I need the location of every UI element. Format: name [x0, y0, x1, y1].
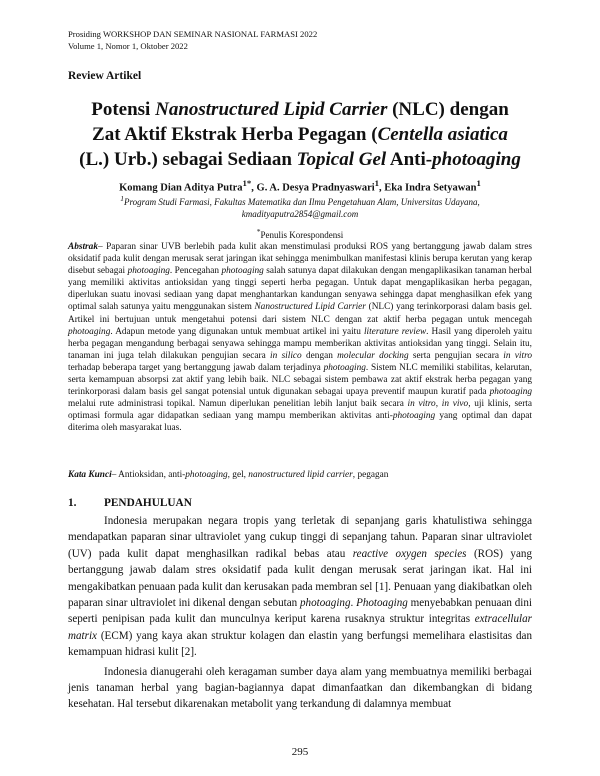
- abstract-text: , uji klinis, serta optimasi formula agar didapatkan sediaan yang mampu memberikan aktivitas anti-: [68, 399, 533, 422]
- author-sup: 1: [374, 178, 380, 188]
- title-part: Centella asiatica: [377, 124, 508, 145]
- keywords-label: Kata Kunci: [68, 470, 112, 480]
- article-type: Review Artikel: [68, 70, 142, 82]
- abstract-text: . Adapun metode yang digunakan untuk membuat artikel ini yaitu: [110, 326, 364, 337]
- author-email[interactable]: kmadityaputra2854@gmail.com: [241, 208, 359, 219]
- paragraph: Indonesia dianugerahi oleh keragaman sumber daya alam yang membuatnya memiliki berbagai jenis tanaman herbal yang bagian-bagiannya dapat dimanfaatkan dan dikembangkan di bidang kesehatan. Hal tersebut dikarenakan metabolit yang terkandung di dalamnya membuat: [68, 665, 532, 711]
- abstract-text: serta pengujian secara: [408, 350, 504, 361]
- author: , Eka Indra Setyawan: [379, 182, 477, 194]
- corr-sup: *: [256, 227, 261, 236]
- abstract-italic: literature review: [363, 326, 427, 337]
- abstract-text: dengan: [301, 350, 338, 361]
- body-text-run: .: [350, 597, 357, 610]
- running-header: [68, 28, 317, 52]
- title-part: (L.) Urb.) sebagai Sediaan: [79, 149, 297, 170]
- title-part: Topical Gel: [296, 149, 387, 170]
- title-part: Anti-: [386, 149, 433, 170]
- body-text: [68, 513, 532, 716]
- journal-volume: Volume 1, Nomor 1, Oktober 2022: [68, 41, 188, 51]
- keywords-text: – Antioksidan, anti-: [111, 470, 186, 480]
- abstract-italic: photoaging: [68, 326, 111, 337]
- author: , G. A. Desya Pradnyaswari: [251, 182, 375, 194]
- title-part: photoaging: [432, 149, 521, 170]
- abstract-italic: molecular docking: [337, 350, 409, 361]
- section-heading: [68, 497, 192, 509]
- body-text-run: Indonesia merupakan negara tropis yang terletak di sepanjang garis khatulistiwa sehingga mendapatkan paparan sinar ultraviolet yang cukup tinggi di sepanjang tahun. Paparan sinar ultraviolet (UV) pada kulit dapat menghasilkan radikal bebas atau: [68, 515, 532, 560]
- title-part: Zat Aktif Ekstrak Herba Pegagan (: [92, 124, 378, 145]
- section-title: PENDAHULUAN: [104, 497, 192, 509]
- body-text-run: (ROS) yang bertanggung jawab dalam stres oksidatif pada kulit dengan merusak serat jaringan ikat. Hal ini mengakibatkan penuaan pada kulit dan kerusakan pada membran sel [1]. Penuaan yang diakibatkan oleh paparan sinar ultraviolet ini dikenal dengan sebutan: [68, 547, 532, 610]
- body-italic: photoaging: [299, 597, 351, 610]
- abstract-text: yang optimal dan dapat diterima oleh masyarakat luas.: [68, 411, 532, 434]
- abstract-italic: in silico: [270, 350, 302, 361]
- body-text-run: (ECM) yang kaya akan struktur kolagen dan elastin yang berfungsi memelihara elastisitas dan kemampuan hidrasi kulit [2].: [68, 629, 532, 659]
- abstract-italic: in vitro: [503, 350, 532, 361]
- abstract-text: ,: [435, 399, 442, 410]
- author-sup: 1: [476, 178, 481, 188]
- abstract-italic: in vivo: [441, 399, 469, 410]
- abstract-italic: in vitro: [407, 399, 436, 410]
- title-part: Nanostructured Lipid Carrier: [155, 99, 388, 120]
- keywords: [68, 469, 532, 481]
- journal-name: Prosiding WORKSHOP DAN SEMINAR NASIONAL FARMASI 2022: [68, 29, 318, 39]
- keywords-italic: photoaging: [185, 470, 228, 480]
- abstract-text: salah satunya dapat dilakukan dengan mengaplikasikan tanaman herbal yang memiliki aktivitas antioksidan yang tinggi seperti herba pegagan. Untuk dapat mengaplikasikan herba pegagan, diperlukan suatu inovasi sediaan yang dapat menghantarkan kandungan senyawa sehingga dapat menghasilkan efek yang optimal salah satunya yaitu menggunakan sistem: [68, 266, 532, 313]
- abstract-label: Abstrak: [68, 242, 98, 252]
- keywords-text: , pegagan: [352, 470, 389, 480]
- abstract-italic: photoaging: [392, 411, 436, 422]
- abstract-text: melalui rute administrasi topikal. Namun diperlukan penelitian lebih lanjut baik secara: [68, 399, 408, 410]
- body-italic: Photoaging: [356, 597, 408, 610]
- abstract-text: (NLC) yang terinkorporasi dalam basis gel. Artikel ini bertujuan untuk mengetahui potensi dari sistem NLC dengan zat aktif herba pegagan untuk mencegah: [68, 302, 532, 325]
- abstract-text: terhadap beberapa target yang bertanggung jawab dalam terjadinya: [68, 362, 324, 373]
- affiliation-sup: 1: [120, 194, 125, 203]
- paper-title: [40, 97, 560, 172]
- corresponding-note: [40, 227, 560, 240]
- section-number: 1.: [68, 497, 77, 509]
- title-part: (NLC) dengan: [387, 99, 509, 120]
- author-list: [40, 178, 560, 194]
- title-part: Potensi: [91, 99, 156, 120]
- keywords-italic: nanostructured lipid carrier: [248, 470, 353, 480]
- author: Komang Dian Aditya Putra: [119, 182, 243, 194]
- keywords-text: , gel,: [227, 470, 249, 480]
- abstract-italic: photoaging: [127, 266, 170, 277]
- paragraph: [68, 513, 532, 661]
- affiliation-text: Program Studi Farmasi, Fakultas Matematika dan Ilmu Pengetahuan Alam, Universitas Udayana,: [124, 197, 480, 207]
- page-number: 295: [291, 746, 309, 758]
- abstract-italic: photoaging: [221, 266, 264, 277]
- abstract-italic: Nanostructured Lipid Carrier: [254, 302, 366, 313]
- abstract-italic: photoaging: [489, 387, 532, 398]
- author-sup: 1*: [242, 178, 252, 188]
- body-text-run: menyebabkan penuaan dini seperti penipisan pada kulit dan munculnya keriput karena rusaknya struktur integritas: [68, 597, 532, 626]
- affiliation: [40, 193, 560, 220]
- abstract-text: . Pencegahan: [169, 266, 222, 277]
- body-italic: reactive oxygen species: [352, 547, 467, 560]
- abstract-italic: photoaging: [323, 362, 366, 373]
- abstract-text: – Paparan sinar UVB berlebih pada kulit akan menstimulasi produksi ROS yang bertanggung jawab dalam stres oksidatif pada kulit dengan merusak serat jaringan ikat sehingga menimbulkan manifestasi klinis berupa kerutan yang kerap disebut sebagai: [68, 242, 532, 277]
- abstract-text: . Hasil yang diperoleh yaitu herba pegagan mengandung berbagai senyawa sehingga mampu memberikan aktivitas antioksidan yang tinggi. Selain itu, tanaman ini juga telah dilakukan pengujian secara: [68, 326, 532, 361]
- body-italic: extracellular matrix: [68, 613, 532, 642]
- corr-text: Penulis Korespondensi: [260, 230, 344, 240]
- abstract-text: . Sistem NLC memiliki stabilitas, kelarutan, serta kemampuan absorpsi zat aktif yang lebih baik. NLC sebagai sistem pembawa zat aktif ekstrak herba pegagan yang terinkorporasi dalam basis gel sangat potensial untuk digunakan sebagai upaya preventif maupun kuratif pada: [68, 362, 532, 398]
- abstract: [68, 241, 532, 435]
